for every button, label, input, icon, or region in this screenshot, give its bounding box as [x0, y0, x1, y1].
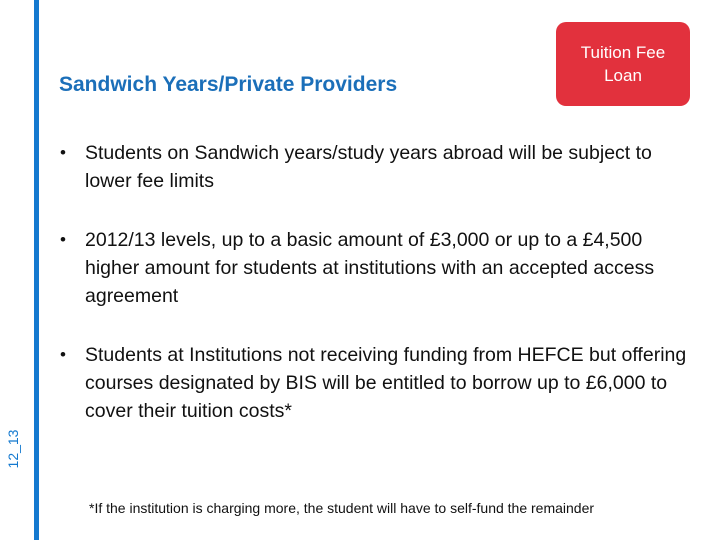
bullet-list	[58, 139, 698, 425]
bullet-text: Students at Institutions not receiving funding from HEFCE but offering courses designated by BIS will be entitled to borrow up to £6,000 to cover their tuition costs*	[85, 344, 687, 422]
bullet-item	[58, 139, 698, 195]
bullet-text: 2012/13 levels, up to a basic amount of £3,000 or up to a £4,500 higher amount for students at institutions with an accepted access agreement	[85, 229, 655, 307]
bullet-icon: •	[60, 143, 66, 162]
bullet-text: Students on Sandwich years/study years abroad will be subject to lower fee limits	[85, 142, 652, 192]
bullet-item	[58, 226, 698, 310]
left-accent-line	[34, 0, 39, 540]
footnote: *If the institution is charging more, the student will have to self-fund the remainder	[89, 500, 595, 516]
bullet-item	[58, 341, 698, 425]
bullet-icon: •	[60, 345, 66, 364]
bullet-icon: •	[60, 230, 66, 249]
tuition-fee-loan-badge: Tuition Fee Loan	[556, 22, 690, 106]
slide-code: 12_13	[5, 429, 21, 469]
slide-title: Sandwich Years/Private Providers	[59, 73, 398, 96]
